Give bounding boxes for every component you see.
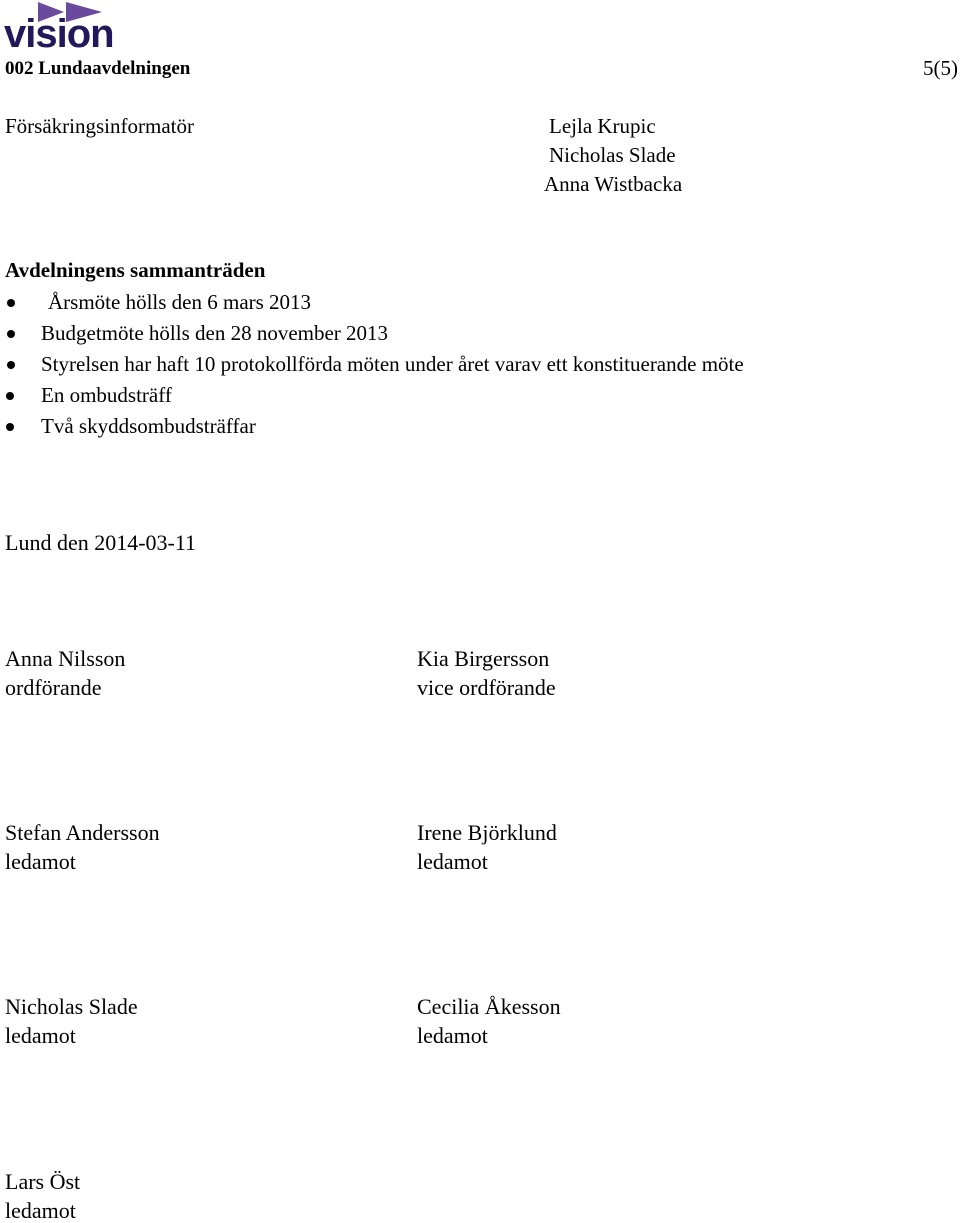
bullet-icon — [7, 361, 15, 369]
signatory-name: Kia Birgersson — [417, 646, 550, 671]
member-name: Nicholas Slade — [549, 143, 676, 167]
signatory-name: Stefan Andersson — [5, 820, 160, 845]
logo-wordmark: vision — [4, 12, 114, 56]
signatory-role: ledamot — [417, 1023, 488, 1048]
signatory-role: ordförande — [5, 675, 102, 700]
signatory-role: ledamot — [5, 1023, 76, 1048]
list-item-text: Två skyddsombudsträffar — [41, 414, 256, 438]
bullet-icon — [7, 330, 15, 338]
signatory-name: Anna Nilsson — [5, 646, 126, 671]
bullet-icon — [6, 423, 14, 431]
member-name: Lejla Krupic — [549, 114, 656, 138]
signatory-name: Lars Öst — [5, 1169, 81, 1194]
list-item-text: Styrelsen har haft 10 protokollförda möten under året varav ett konstituerande möte — [41, 352, 744, 376]
vision-logo — [4, 2, 140, 54]
page-number: 5(5) — [923, 56, 958, 80]
signatory-role: ledamot — [5, 849, 76, 874]
place-date: Lund den 2014-03-11 — [5, 530, 197, 555]
list-item-text: Årsmöte hölls den 6 mars 2013 — [48, 290, 312, 314]
signatory-name: Irene Björklund — [417, 820, 557, 845]
section-title: Avdelningens sammanträden — [5, 258, 266, 282]
member-name: Anna Wistbacka — [544, 172, 683, 196]
list-item-text: En ombudsträff — [41, 383, 172, 407]
signatory-role: ledamot — [5, 1198, 76, 1223]
signatory-name: Cecilia Åkesson — [417, 994, 561, 1019]
list-item-text: Budgetmöte hölls den 28 november 2013 — [41, 321, 389, 345]
bullet-icon — [6, 392, 14, 400]
role-label: Försäkringsinformatör — [5, 114, 194, 138]
signatory-role: vice ordförande — [417, 675, 556, 700]
bullet-icon — [7, 299, 15, 307]
department-name: 002 Lundaavdelningen — [5, 58, 191, 79]
signatory-name: Nicholas Slade — [5, 994, 138, 1019]
signatory-role: ledamot — [417, 849, 488, 874]
